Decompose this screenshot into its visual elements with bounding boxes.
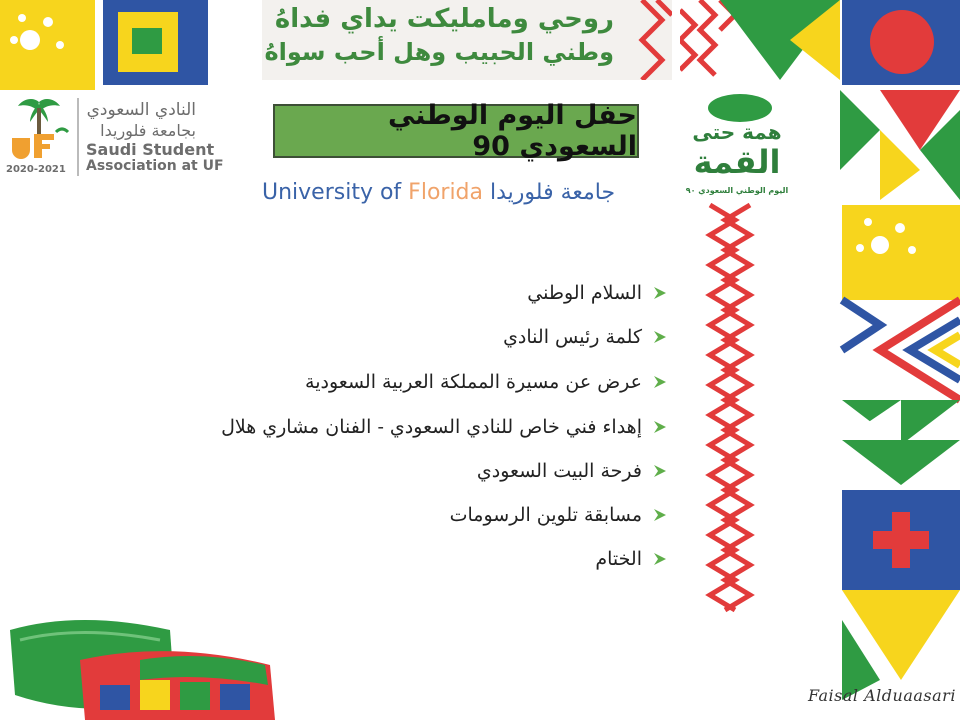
agenda-item-label: مسابقة تلوين الرسومات <box>449 504 642 526</box>
agenda-item-label: كلمة رئيس النادي <box>503 326 642 348</box>
logo-english-line-1: Saudi Student <box>86 140 215 159</box>
agenda-item <box>503 326 668 348</box>
poem-line-1: روحي ومامليكت يداي فداهُ <box>274 4 614 34</box>
subtitle-university: University of <box>262 180 409 205</box>
agenda-item-label: السلام الوطني <box>527 282 642 304</box>
agenda-item-label: فرحة البيت السعودي <box>476 460 642 482</box>
top-left-pattern <box>0 0 220 90</box>
agenda-item-label: عرض عن مسيرة المملكة العربية السعودية <box>305 371 642 393</box>
check-arrow-icon <box>652 329 668 345</box>
check-arrow-icon <box>652 374 668 390</box>
badge-line-1: همة حتى <box>692 120 782 144</box>
campaign-badge-icon <box>708 94 772 122</box>
logo-year: 2020-2021 <box>6 164 66 175</box>
subtitle-florida: Florida <box>408 180 484 205</box>
check-arrow-icon <box>652 507 668 523</box>
face-masks-image <box>0 610 300 720</box>
badge-line-3: اليوم الوطني السعودي ٩٠ <box>685 186 789 195</box>
badge-line-2: القمة <box>693 143 781 181</box>
event-title-box <box>273 100 639 162</box>
palm-logo-icon <box>4 94 74 164</box>
subtitle-arabic: جامعة فلوريدا <box>490 180 616 205</box>
agenda-item <box>477 460 668 482</box>
right-pattern <box>680 0 960 720</box>
poem-banner <box>262 0 672 80</box>
logo-divider <box>77 98 79 176</box>
check-arrow-icon <box>652 551 668 567</box>
agenda-item <box>527 282 668 304</box>
logo-arabic-line-1: النادي السعودي <box>86 100 196 120</box>
check-arrow-icon <box>652 285 668 301</box>
check-arrow-icon <box>652 463 668 479</box>
check-arrow-icon <box>652 419 668 435</box>
agenda-item <box>595 548 668 570</box>
agenda-item <box>305 371 668 393</box>
agenda-item-label: الختام <box>595 548 642 570</box>
agenda-item-label: إهداء فني خاص للنادي السعودي - الفنان مشاري هلال <box>221 416 642 438</box>
logo-arabic-line-2: بجامعة فلوريدا <box>100 121 196 140</box>
venue-subtitle <box>262 180 662 205</box>
logo-english-line-2: Association at UF <box>86 158 224 174</box>
agenda-item <box>221 416 668 438</box>
poem-line-2: وطني الحبيب وهل أحب سواهُ <box>264 38 614 66</box>
agenda-item <box>450 504 668 526</box>
artist-signature: Faisal Alduaasari <box>808 686 956 705</box>
event-title: حفل اليوم الوطني السعودي 90 <box>387 100 637 162</box>
association-logo <box>0 92 225 182</box>
